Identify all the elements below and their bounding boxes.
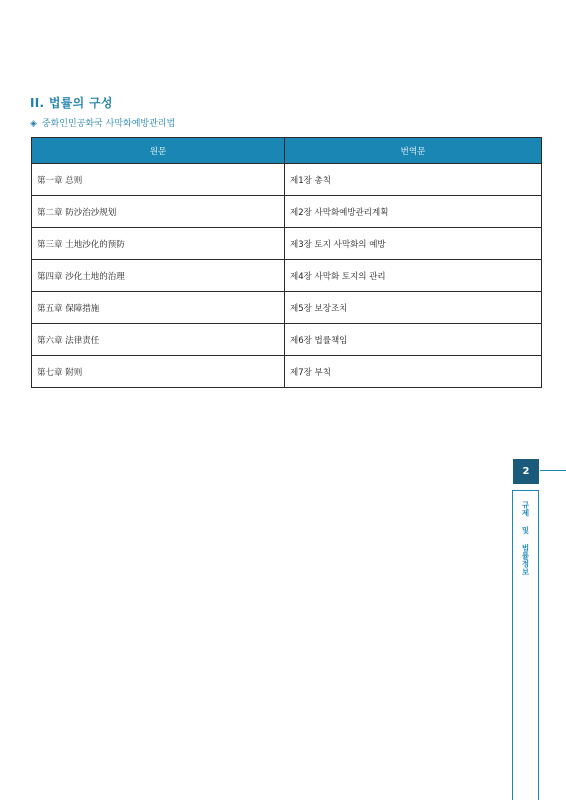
diamond-icon: ◈ bbox=[30, 119, 37, 129]
translation-cell: 제3장 토지 사막화의 예방 bbox=[285, 228, 542, 260]
header-original: 원문 bbox=[32, 138, 285, 164]
original-cell: 第六章 法律责任 bbox=[32, 324, 285, 356]
side-tab-label: 규제 및 법률정보 bbox=[521, 501, 530, 576]
chapter-number-badge: 2 bbox=[513, 459, 539, 484]
section-title: II. 법률의 구성 bbox=[30, 96, 113, 110]
original-cell: 第一章 总则 bbox=[32, 164, 285, 196]
translation-cell: 제1장 총칙 bbox=[285, 164, 542, 196]
table-row bbox=[32, 324, 542, 356]
original-cell: 第二章 防沙治沙规划 bbox=[32, 196, 285, 228]
original-cell: 第三章 土地沙化的预防 bbox=[32, 228, 285, 260]
header-translation: 번역문 bbox=[285, 138, 542, 164]
subtitle bbox=[30, 116, 175, 129]
subtitle-text: 중화인민공화국 사막화예방관리법 bbox=[41, 119, 176, 129]
translation-cell: 제7장 부칙 bbox=[285, 356, 542, 388]
original-cell: 第四章 沙化土地的治理 bbox=[32, 260, 285, 292]
table-row bbox=[32, 292, 542, 324]
side-chapter-tab bbox=[512, 490, 539, 800]
translation-cell: 제5장 보장조치 bbox=[285, 292, 542, 324]
translation-cell: 제2장 사막화예방관리계획 bbox=[285, 196, 542, 228]
table-row bbox=[32, 260, 542, 292]
law-structure-table bbox=[31, 137, 542, 388]
translation-cell: 제4장 사막화 토지의 관리 bbox=[285, 260, 542, 292]
table-row bbox=[32, 196, 542, 228]
translation-cell: 제6장 법률책임 bbox=[285, 324, 542, 356]
table-row bbox=[32, 356, 542, 388]
original-cell: 第七章 附则 bbox=[32, 356, 285, 388]
table-header-row bbox=[32, 138, 542, 164]
side-divider-line bbox=[540, 470, 566, 471]
table-row bbox=[32, 228, 542, 260]
original-cell: 第五章 保障措施 bbox=[32, 292, 285, 324]
table-row bbox=[32, 164, 542, 196]
